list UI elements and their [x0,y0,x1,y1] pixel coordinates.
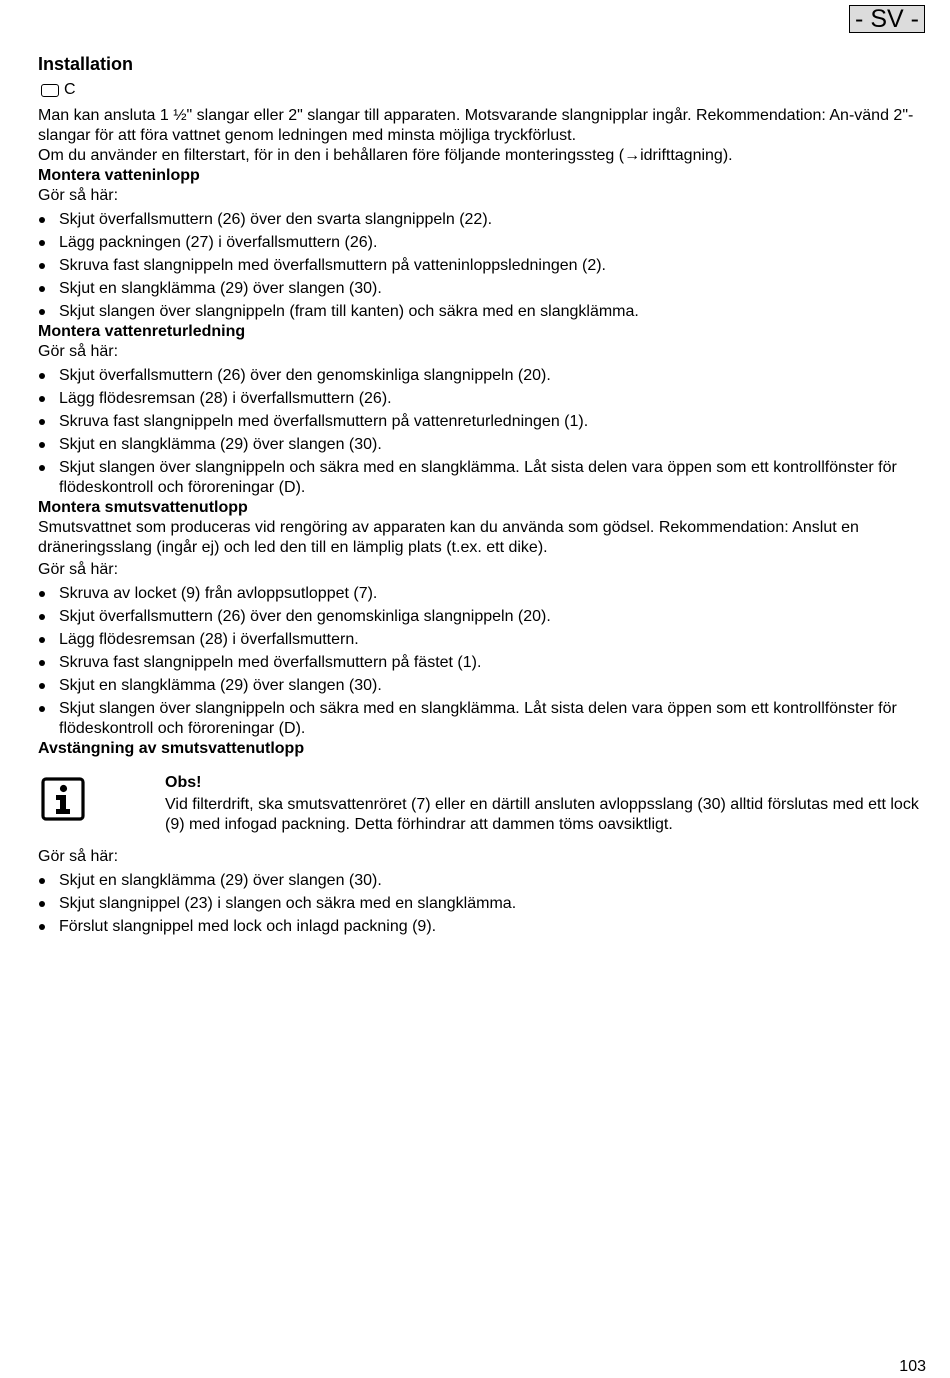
info-icon [38,773,165,835]
list-item: Skjut slangen över slangnippeln och säkra med en slangklämma. Låt sista delen vara öppen som ett kontrollfönster för flödeskontroll och föroreningar (D). [38,699,928,739]
list-item: Skjut slangen över slangnippeln och säkra med en slangklämma. Låt sista delen vara öppen som ett kontrollfönster för flödeskontroll och föroreningar (D). [38,458,928,498]
list-item: Skruva fast slangnippeln med överfallsmuttern på fästet (1). [38,653,928,673]
list-item: Skruva fast slangnippeln med överfallsmuttern på vatteninloppsledningen (2). [38,256,928,276]
steps-list [38,366,928,498]
language-badge: - SV - [849,5,925,33]
list-item: Skjut överfallsmuttern (26) över den genomskinliga slangnippeln (20). [38,607,928,627]
section-heading: Montera smutsvattenutlopp [38,499,248,516]
list-item: Skjut en slangklämma (29) över slangen (30). [38,279,928,299]
steps-intro: Gör så här: [38,343,119,360]
list-item: Förslut slangnippel med lock och inlagd packning (9). [38,917,928,937]
notice-text: Vid filterdrift, ska smutsvattenröret (7) eller en därtill ansluten avloppsslang (30) alltid förslutas med ett lock (9) med infogad packning. Detta förhindrar att dammen töms oavsiktligt. [165,796,919,833]
list-item: Skjut en slangklämma (29) över slangen (30). [38,435,928,455]
section-heading: Montera vatteninlopp [38,167,200,184]
figure-reference [38,80,928,100]
section-water-return [38,322,928,498]
list-item: Skruva fast slangnippeln med överfallsmuttern på vattenreturledningen (1). [38,412,928,432]
list-item: Lägg packningen (27) i överfallsmuttern (26). [38,233,928,253]
list-item: Lägg flödesremsan (28) i överfallsmuttern. [38,630,928,650]
section-dirty-water-shutoff [38,739,928,937]
list-item: Skjut överfallsmuttern (26) över den genomskinliga slangnippeln (20). [38,366,928,386]
steps-list [38,871,928,937]
section-heading: Avstängning av smutsvattenutlopp [38,740,305,757]
intro-paragraph-2: Om du använder en filterstart, för in den i behållaren före följande monteringssteg (→idrifttagning). [38,147,733,164]
section-water-inlet [38,166,928,322]
notice-title: Obs! [165,774,202,791]
list-item: Skjut slangnippel (23) i slangen och säkra med en slangklämma. [38,894,928,914]
page-content [38,52,928,940]
list-item: Skjut slangen över slangnippeln (fram till kanten) och säkra med en slangklämma. [38,302,928,322]
section-heading: Montera vattenreturledning [38,323,246,340]
intro-paragraph-1: Man kan ansluta 1 ½" slangar eller 2" slangar till apparaten. Motsvarande slangnipplar ingår. Rekommendation: An-vänd 2"-slangar för att föra vattnet genom ledningen med minsta möjliga tryckförlust. [38,107,914,144]
list-item: Skjut en slangklämma (29) över slangen (30). [38,871,928,891]
steps-list [38,584,928,739]
list-item: Skjut en slangklämma (29) över slangen (30). [38,676,928,696]
section-dirty-water-outlet [38,498,928,739]
steps-intro: Gör så här: [38,848,119,865]
steps-list [38,210,928,322]
steps-intro: Gör så här: [38,561,119,578]
figure-reference-label: C [64,81,76,98]
page-number: 103 [899,1358,926,1375]
steps-intro: Gör så här: [38,187,119,204]
list-item: Lägg flödesremsan (28) i överfallsmuttern (26). [38,389,928,409]
list-item: Skruva av locket (9) från avloppsutloppet (7). [38,584,928,604]
section-description: Smutsvattnet som produceras vid rengöring av apparaten kan du använda som gödsel. Rekommendation: Anslut en dräneringsslang (ingår ej) och led den till en lämplig plats (t.ex. ett dike). [38,519,859,556]
figure-box-icon [41,84,59,97]
notice-body [165,773,928,835]
page-title: Installation [38,54,134,74]
list-item: Skjut överfallsmuttern (26) över den svarta slangnippeln (22). [38,210,928,230]
notice-box [38,773,928,835]
